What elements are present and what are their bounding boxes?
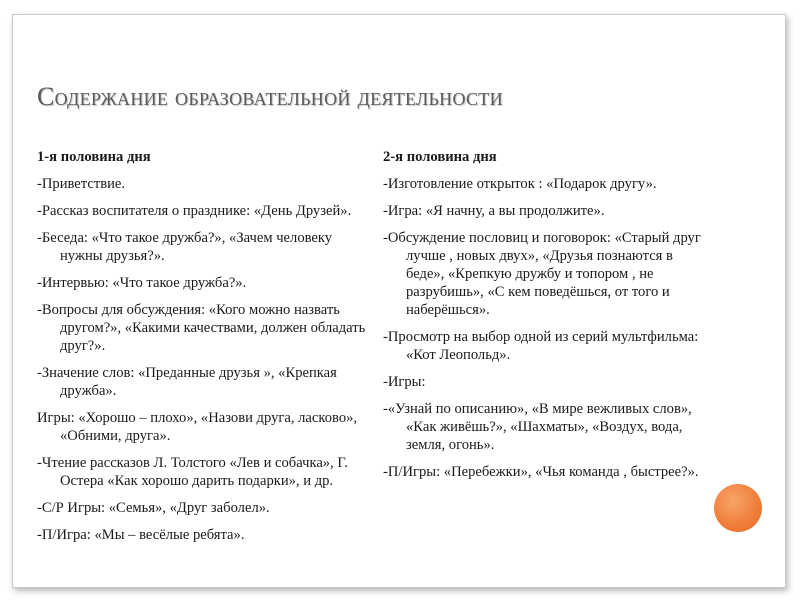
left-item: -Беседа: «Что такое дружба?», «Зачем человеку нужны друзья?». [37, 230, 333, 264]
left-item: -Значение слов: «Преданные друзья », «Крепкая дружба». [37, 365, 337, 399]
right-item: -Просмотр на выбор одной из серий мультфильма: «Кот Леопольд». [383, 329, 699, 363]
right-item: -Игра: «Я начну, а вы продолжите». [383, 203, 605, 219]
left-column-heading: 1-я половина дня [37, 149, 151, 165]
right-column-heading: 2-я половина дня [383, 149, 497, 165]
orange-circle-decoration [714, 484, 762, 532]
left-item: -Вопросы для обсуждения: «Кого можно назвать другом?», «Какими качествами, должен обладать друг?». [37, 302, 366, 354]
left-item: Игры: «Хорошо – плохо», «Назови друга, ласково», «Обними, друга». [37, 410, 358, 444]
right-item: -«Узнай по описанию», «В мире вежливых слов», «Как живёшь?», «Шахматы», «Воздух, вода, земля, огонь». [383, 401, 692, 453]
left-item: -С/Р Игры: «Семья», «Друг заболел». [37, 500, 270, 516]
left-item: -Рассказ воспитателя о празднике: «День Друзей». [37, 203, 352, 219]
left-item: -П/Игра: «Мы – весёлые ребята». [37, 527, 245, 543]
left-item: -Чтение рассказов Л. Толстого «Лев и собачка», Г. Остера «Как хорошо дарить подарки», и др. [37, 455, 348, 489]
left-item: -Интервью: «Что такое дружба?». [37, 275, 247, 291]
right-item: -П/Игры: «Перебежки», «Чья команда , быстрее?». [383, 464, 699, 480]
left-column [37, 148, 367, 553]
left-item: -Приветствие. [37, 176, 126, 192]
right-column [383, 148, 713, 490]
right-item: -Изготовление открыток : «Подарок другу». [383, 176, 657, 192]
right-item: -Обсуждение пословиц и поговорок: «Старый друг лучше , новых двух», «Друзья познаются в беде», «Крепкую дружбу и топором , не разрубишь», «С кем поведёшься, от того и наберёшься». [383, 230, 701, 318]
slide-title: Содержание образовательной деятельности [37, 82, 503, 111]
right-item: -Игры: [383, 374, 426, 390]
